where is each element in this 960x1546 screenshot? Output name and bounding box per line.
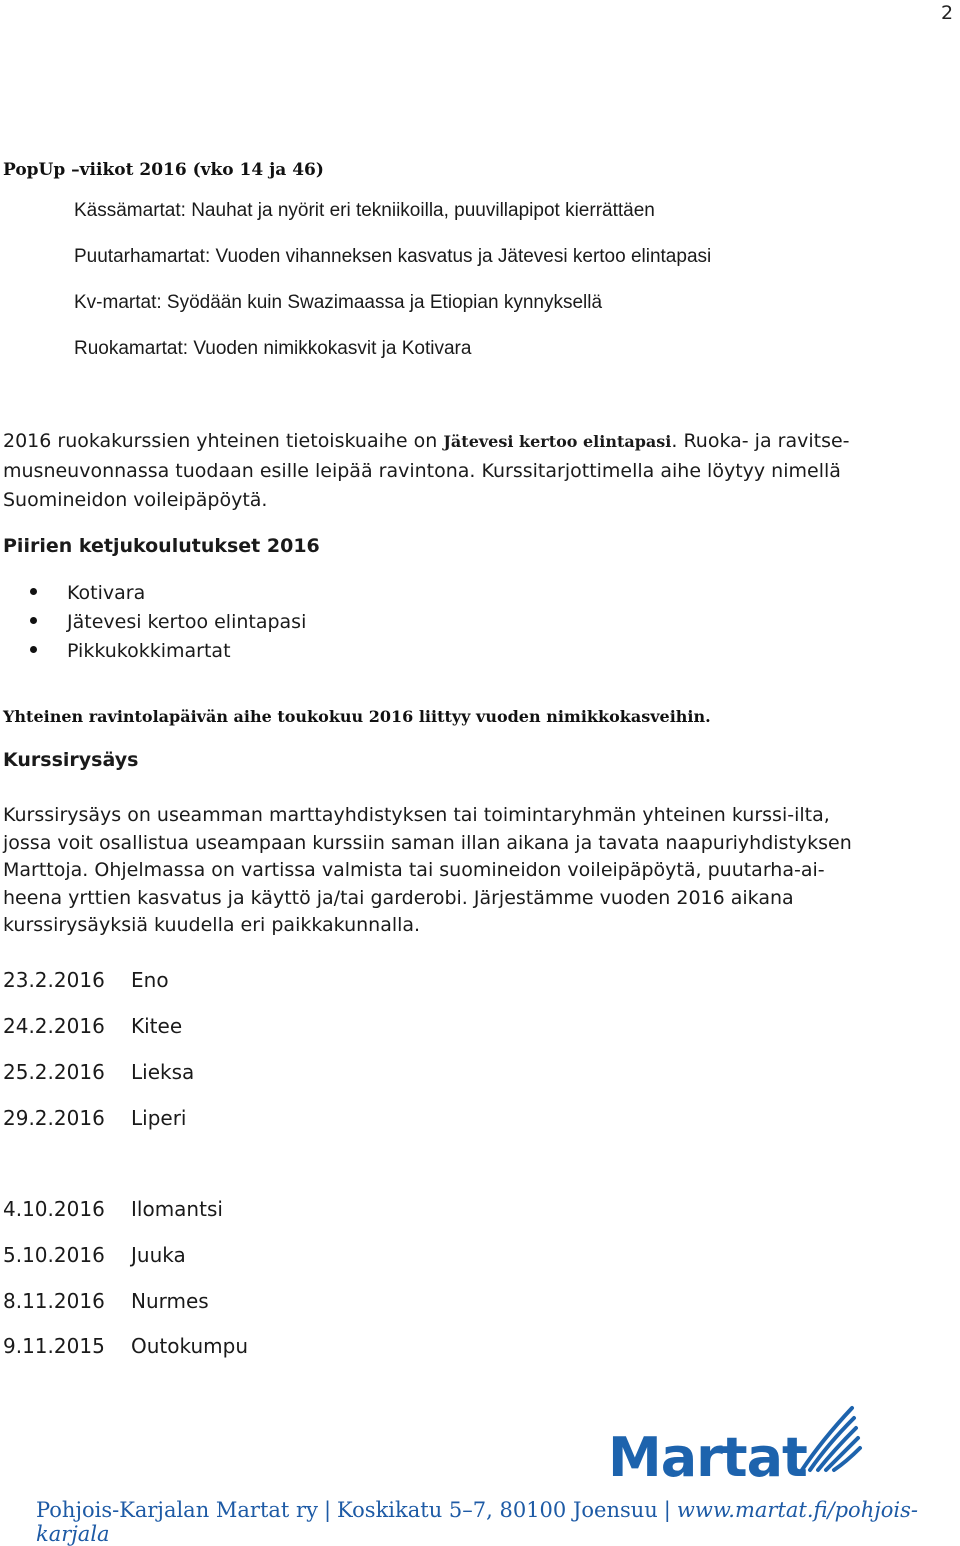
date-row	[3, 1197, 223, 1221]
popup-line-puutarhamartat: Puutarhamartat: Vuoden vihanneksen kasvatus ja Jätevesi kertoo elintapasi	[74, 246, 712, 267]
popup-heading: PopUp –viikot 2016 (vko 14 ja 46)	[3, 160, 324, 180]
theme-line1-bold: Jätevesi kertoo elintapasi	[443, 432, 672, 451]
date-cell: 5.10.2016	[3, 1243, 105, 1267]
bullet-icon	[30, 646, 37, 653]
place-cell: Juuka	[131, 1243, 186, 1267]
theme-paragraph-line-3: Suomineidon voileipäpöytä.	[3, 489, 268, 511]
place-cell: Nurmes	[131, 1289, 209, 1313]
footer-separator: |	[323, 1498, 332, 1522]
ketju-item-label: Kotivara	[67, 582, 146, 604]
place-cell: Lieksa	[131, 1060, 195, 1084]
date-cell: 24.2.2016	[3, 1014, 105, 1038]
footer-address-line	[36, 1498, 960, 1546]
popup-line-kv-martat: Kv-martat: Syödään kuin Swazimaassa ja Etiopian kynnyksellä	[74, 292, 603, 313]
place-cell: Kitee	[131, 1014, 183, 1038]
ravintolapaiva-note: Yhteinen ravintolapäivän aihe toukokuu 2016 liittyy vuoden nimikkokasveihin.	[3, 707, 711, 726]
popup-line-ruokamartat: Ruokamartat: Vuoden nimikkokasvit ja Kotivara	[74, 338, 472, 359]
place-cell: Liperi	[131, 1106, 187, 1130]
ketju-item-kotivara	[30, 582, 145, 604]
kurssirysays-line-4: heena yrttien kasvatus ja käyttö ja/tai garderobi. Järjestämme vuoden 2016 aikana	[3, 887, 794, 909]
footer-address: Koskikatu 5–7, 80100 Joensuu	[337, 1498, 658, 1522]
logo-text: Martat	[608, 1426, 807, 1489]
footer-org: Pohjois-Karjalan Martat ry	[36, 1498, 318, 1522]
theme-line1-post: . Ruoka- ja ravitse-	[671, 430, 850, 452]
date-cell: 4.10.2016	[3, 1197, 105, 1221]
date-cell: 25.2.2016	[3, 1060, 105, 1084]
ketju-item-label: Jätevesi kertoo elintapasi	[67, 611, 307, 633]
theme-paragraph-line-2: musneuvonnassa tuodaan esille leipää ravintona. Kurssitarjottimella aihe löytyy nimellä	[3, 460, 841, 482]
place-cell: Outokumpu	[131, 1334, 248, 1358]
ketju-heading: Piirien ketjukoulutukset 2016	[3, 535, 320, 557]
page-number: 2	[941, 2, 954, 24]
place-cell: Ilomantsi	[131, 1197, 223, 1221]
footer-url-link[interactable]: www.martat.fi/pohjois-karjala	[36, 1498, 918, 1546]
date-row	[3, 1334, 248, 1358]
ketju-item-jatevesi	[30, 611, 306, 633]
date-row	[3, 1243, 186, 1267]
bullet-icon	[30, 588, 37, 595]
kurssirysays-line-5: kurssirysäyksiä kuudella eri paikkakunnalla.	[3, 914, 421, 936]
kurssirysays-heading: Kurssirysäys	[3, 749, 139, 771]
ketju-item-label: Pikkukokkimartat	[67, 640, 231, 662]
bullet-icon	[30, 617, 37, 624]
date-cell: 8.11.2016	[3, 1289, 105, 1313]
kurssirysays-line-1: Kurssirysäys on useamman marttayhdistyksen tai toimintaryhmän yhteinen kurssi-ilta,	[3, 804, 830, 826]
date-row	[3, 1060, 194, 1084]
date-cell: 29.2.2016	[3, 1106, 105, 1130]
theme-paragraph-line-1	[3, 430, 850, 452]
date-row	[3, 1289, 209, 1313]
theme-line1-pre: 2016 ruokakurssien yhteinen tietoiskuaihe on	[3, 430, 444, 452]
date-row	[3, 968, 169, 992]
martat-logo	[608, 1400, 868, 1500]
date-cell: 9.11.2015	[3, 1334, 105, 1358]
kurssirysays-line-3: Marttoja. Ohjelmassa on vartissa valmista tai suomineidon voileipäpöytä, puutarha-ai-	[3, 859, 825, 881]
ketju-item-pikkukokkimartat	[30, 640, 231, 662]
place-cell: Eno	[131, 968, 169, 992]
date-cell: 23.2.2016	[3, 968, 105, 992]
popup-line-kassamartat: Kässämartat: Nauhat ja nyörit eri tekniikoilla, puuvillapipot kierrättäen	[74, 200, 655, 221]
footer-separator: |	[663, 1498, 671, 1522]
date-row	[3, 1106, 186, 1130]
leaf-swirl-icon	[792, 1400, 872, 1480]
date-row	[3, 1014, 182, 1038]
kurssirysays-line-2: jossa voit osallistua useampaan kurssiin saman illan aikana ja tavata naapuriyhdistyksen	[3, 832, 852, 854]
